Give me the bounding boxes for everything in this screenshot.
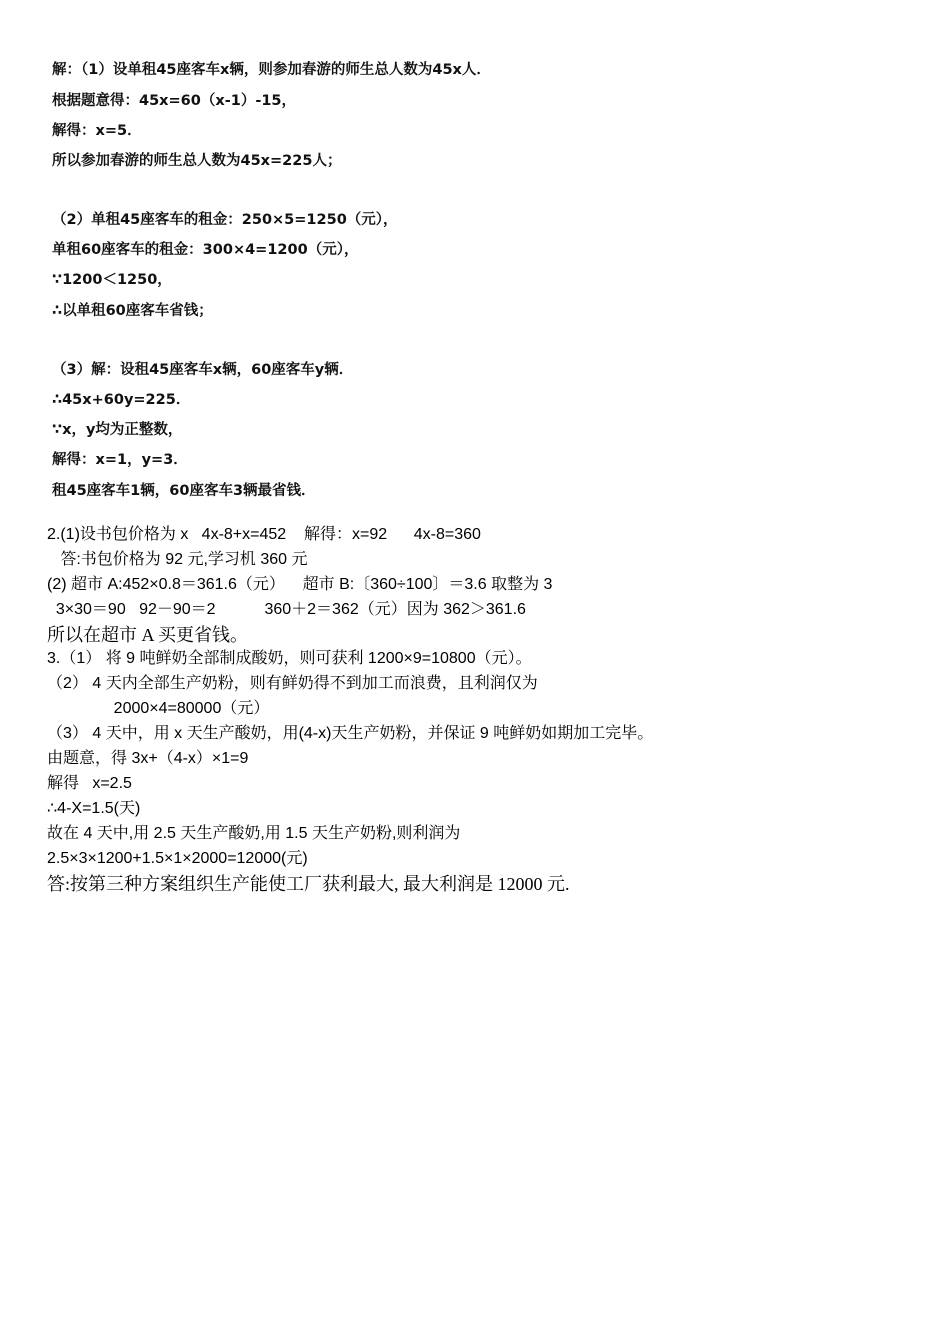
- solution-1-line-11: ∵x，y均为正整数，: [52, 422, 183, 438]
- solution-1-line-7: ∵1200＜1250，: [52, 272, 172, 288]
- solution-1-line-1: 解：（1）设单租45座客车x辆，则参加春游的师生总人数为45x人．: [52, 62, 491, 78]
- solution-1-line-2: 根据题意得：45x=60（x-1）-15，: [52, 93, 297, 109]
- solution-3-line-6: 解得 x=2.5: [47, 775, 132, 792]
- solution-1-line-3: 解得：x=5．: [52, 123, 142, 139]
- solution-3-line-8: 故在 4 天中,用 2.5 天生产酸奶,用 1.5 天生产奶粉,则利润为: [47, 825, 461, 842]
- solution-3-line-7: ∴4-X=1.5(天): [47, 800, 141, 817]
- solution-3-line-10: 答:按第三种方案组织生产能使工厂获利最大, 最大利润是 12000 元.: [47, 874, 570, 894]
- solution-3-line-4: （3） 4 天中，用 x 天生产酸奶，用(4-x)天生产奶粉，并保证 9 吨鲜奶如期加工完毕。: [47, 725, 654, 742]
- solution-2-line-2: 答:书包价格为 92 元,学习机 360 元: [47, 551, 308, 568]
- solution-2-line-1: 2.(1)设书包价格为 x 4x-8+x=452 解得：x=92 4x-8=360: [47, 526, 481, 543]
- solution-3-line-1: 3.（1） 将 9 吨鲜奶全部制成酸奶，则可获利 1200×9=10800（元）。: [47, 650, 532, 667]
- solution-1-line-6: 单租60座客车的租金：300×4=1200（元），: [52, 242, 359, 258]
- solution-1-line-9: （3）解：设租45座客车x辆，60座客车y辆．: [52, 362, 354, 378]
- solution-3-line-3: 2000×4=80000（元）: [47, 700, 270, 717]
- solution-3-line-2: （2） 4 天内全部生产奶粉，则有鲜奶得不到加工而浪费，且利润仅为: [47, 675, 538, 692]
- solution-3-line-5: 由题意，得 3x+（4-x）×1=9: [47, 750, 249, 767]
- solution-2-line-5: 所以在超市 A 买更省钱。: [47, 625, 249, 645]
- solution-3-line-9: 2.5×3×1200+1.5×1×2000=12000(元): [47, 850, 308, 867]
- solution-2-line-4: 3×30＝90 92－90＝2 360＋2＝362（元）因为 362＞361.6: [47, 601, 526, 618]
- solution-1-line-10: ∴45x+60y=225．: [52, 392, 191, 408]
- solution-1-line-12: 解得：x=1，y=3．: [52, 452, 188, 468]
- solution-1-line-4: 所以参加春游的师生总人数为45x=225人；: [52, 153, 342, 169]
- solution-2-line-3: (2) 超市 A:452×0.8＝361.6（元） 超市 B:〔360÷100〕＝3.6 取整为 3: [47, 576, 553, 593]
- solution-1-line-13: 租45座客车1辆，60座客车3辆最省钱．: [52, 483, 316, 499]
- solution-1-line-5: （2）单租45座客车的租金：250×5=1250（元），: [52, 212, 398, 228]
- solution-1-line-8: ∴以单租60座客车省钱；: [52, 303, 213, 319]
